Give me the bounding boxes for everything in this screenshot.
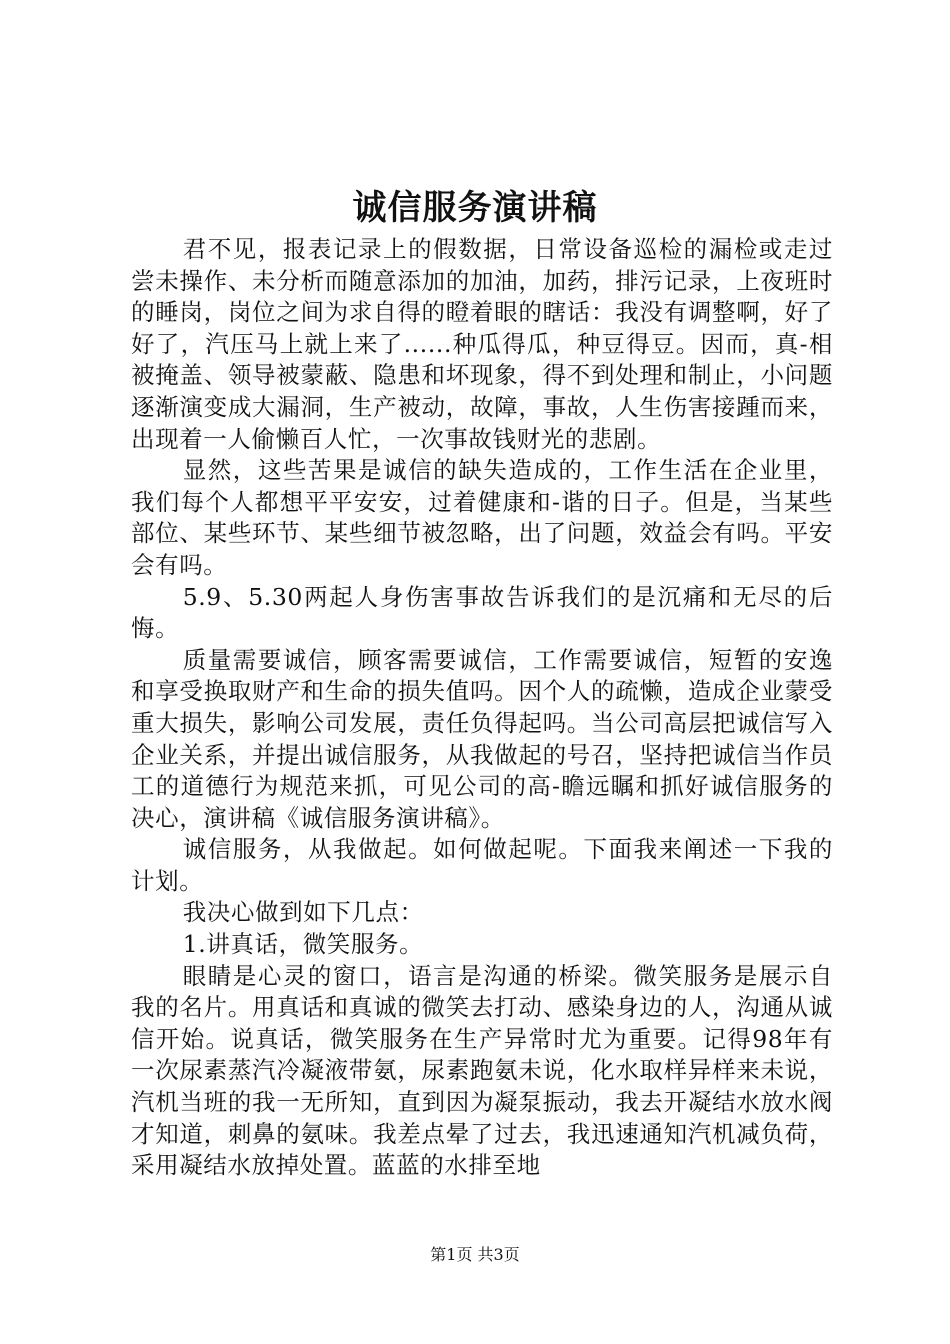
document-body — [131, 234, 833, 1182]
paragraph: 诚信服务，从我做起。如何做起呢。下面我来阐述一下我的计划。 — [131, 835, 833, 895]
paragraph: 5.9、5.30两起人身伤害事故告诉我们的是沉痛和无尽的后悔。 — [131, 582, 833, 643]
document-title: 诚信服务演讲稿 — [352, 188, 598, 228]
paragraph: 1.讲真话，微笑服务。 — [182, 930, 424, 959]
paragraph: 质量需要诚信，顾客需要诚信，工作需要诚信，短暂的安逸和享受换取财产和生命的损失值吗。因个人的疏懒，造成企业蒙受重大损失，影响公司发展，责任负得起吗。当公司高层把诚信写入企业关系，并提出诚信服务，从我做起的号召，坚持把诚信当作员工的道德行为规范来抓，可见公司的高-瞻远瞩和抓好诚信服务的决心，演讲稿《诚信服务演讲稿》。 — [131, 645, 833, 832]
paragraph: 君不见，报表记录上的假数据，日常设备巡检的漏检或走过尝未操作、未分析而随意添加的加油，加药，排污记录，上夜班时的睡岗，岗位之间为求自得的瞪着眼的瞎话：我没有调整啊，好了好了，汽压马上就上来了......种瓜得瓜，种豆得豆。因而，真-相被掩盖、领导被蒙蔽、隐患和坏现象，得不到处理和制止，小问题逐渐演变成大漏洞，生产被动，故障，事故，人生伤害接踵而来，出现着一人偷懒百人忙，一次事故钱财光的悲剧。 — [131, 235, 833, 453]
paragraph: 显然，这些苦果是诚信的缺失造成的，工作生活在企业里，我们每个人都想平平安安，过着健康和-谐的日子。但是，当某些部位、某些环节、某些细节被忽略，出了问题，效益会有吗。平安会有吗。 — [131, 456, 833, 579]
paragraph: 我决心做到如下几点： — [182, 898, 424, 927]
paragraph: 眼睛是心灵的窗口，语言是沟通的桥梁。微笑服务是展示自我的名片。用真话和真诚的微笑去打动、感染身边的人，沟通从诚信开始。说真话，微笑服务在生产异常时尤为重要。记得98年有一次尿素蒸汽冷凝液带氨，尿素跑氨未说，化水取样异样来未说，汽机当班的我一无所知，直到因为凝泵振动，我去开凝结水放水阀才知道，刺鼻的氨味。我差点晕了过去，我迅速通知汽机减负荷，采用凝结水放掉处置。蓝蓝的水排至地 — [131, 961, 833, 1180]
page-number-footer: 第1页 共3页 — [430, 1245, 520, 1264]
